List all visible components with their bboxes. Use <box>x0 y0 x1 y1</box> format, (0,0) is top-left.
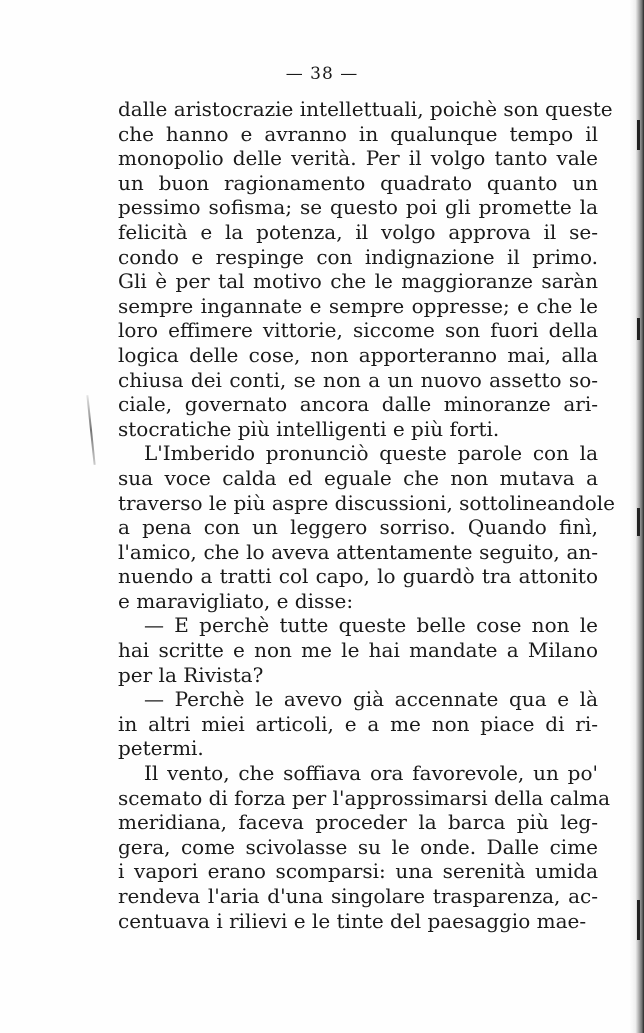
text-line: sua voce calda ed eguale che non mutava a <box>118 465 598 490</box>
edge-mark <box>637 120 640 150</box>
text-line: sempre ingannate e sempre oppresse; e che le <box>118 293 598 318</box>
edge-mark <box>637 900 640 940</box>
text-line: scemato di forza per l'approssimarsi della calma <box>118 785 611 810</box>
text-line: a pena con un leggero sorriso. Quando finì, <box>118 515 598 540</box>
page-number: — 38 — <box>285 64 359 84</box>
text-line: L'Imberido pronunciò queste parole con la <box>144 441 598 466</box>
text-line: ciale, governato ancora dalle minoranze ari- <box>118 392 598 417</box>
text-line: chiusa dei conti, se non a un nuovo assetto so- <box>118 367 598 392</box>
paragraph <box>118 97 613 441</box>
edge-mark <box>637 318 640 340</box>
text-line: felicità e la potenza, il volgo approva il se- <box>118 219 598 244</box>
text-line: gera, come scivolasse su le onde. Dalle cime <box>118 834 598 859</box>
paragraph <box>118 687 598 761</box>
text-line: nuendo a tratti col capo, lo guardò tra attonito <box>118 564 598 589</box>
text-line: — E perchè tutte queste belle cose non le <box>144 613 598 638</box>
paragraph <box>118 441 615 613</box>
paragraph <box>118 761 611 933</box>
text-line: traverso le più aspre discussioni, sottolineandole <box>118 490 615 515</box>
text-line: i vapori erano scomparsi: una serenità umida <box>118 859 598 884</box>
text-line: logica delle cose, non apporteranno mai, alla <box>118 342 598 367</box>
text-line: un buon ragionamento quadrato quanto un <box>118 170 598 195</box>
text-line: stocratiche più intelligenti e più forti. <box>118 416 500 441</box>
text-line: centuava i rilievi e le tinte del paesaggio mae- <box>118 908 587 933</box>
text-line: in altri miei articoli, e a me non piace di ri- <box>118 711 598 736</box>
text-line: Gli è per tal motivo che le maggioranze saràn <box>118 269 598 294</box>
text-line: condo e respinge con indignazione il primo. <box>118 244 598 269</box>
text-line: l'amico, che lo aveva attentamente seguito, an- <box>118 539 598 564</box>
paragraph <box>118 613 598 687</box>
text-line: rendeva l'aria d'una singolare trasparenza, ac- <box>118 884 598 908</box>
text-line: pessimo sofisma; se questo poi gli promette la <box>118 195 598 220</box>
text-line: loro effimere vittorie, siccome son fuori della <box>118 318 598 343</box>
text-line: — Perchè le avevo già accennate qua e là <box>144 687 598 712</box>
body-text <box>118 97 615 933</box>
text-line: per la Rivista? <box>118 662 264 687</box>
text-line: e maravigliato, e disse: <box>118 588 354 613</box>
margin-pencil-mark <box>86 395 95 465</box>
text-line: petermi. <box>118 736 204 761</box>
text-line: meridiana, faceva proceder la barca più leg- <box>118 810 598 835</box>
edge-mark <box>637 508 640 536</box>
text-line: dalle aristocrazie intellettuali, poichè son queste <box>118 97 613 121</box>
text-line: hai scritte e non me le hai mandate a Milano <box>118 638 598 663</box>
text-line: che hanno e avranno in qualunque tempo il <box>118 121 598 146</box>
text-line: monopolio delle verità. Per il volgo tanto vale <box>118 146 598 171</box>
text-line: Il vento, che soffiava ora favorevole, un po' <box>144 761 598 786</box>
